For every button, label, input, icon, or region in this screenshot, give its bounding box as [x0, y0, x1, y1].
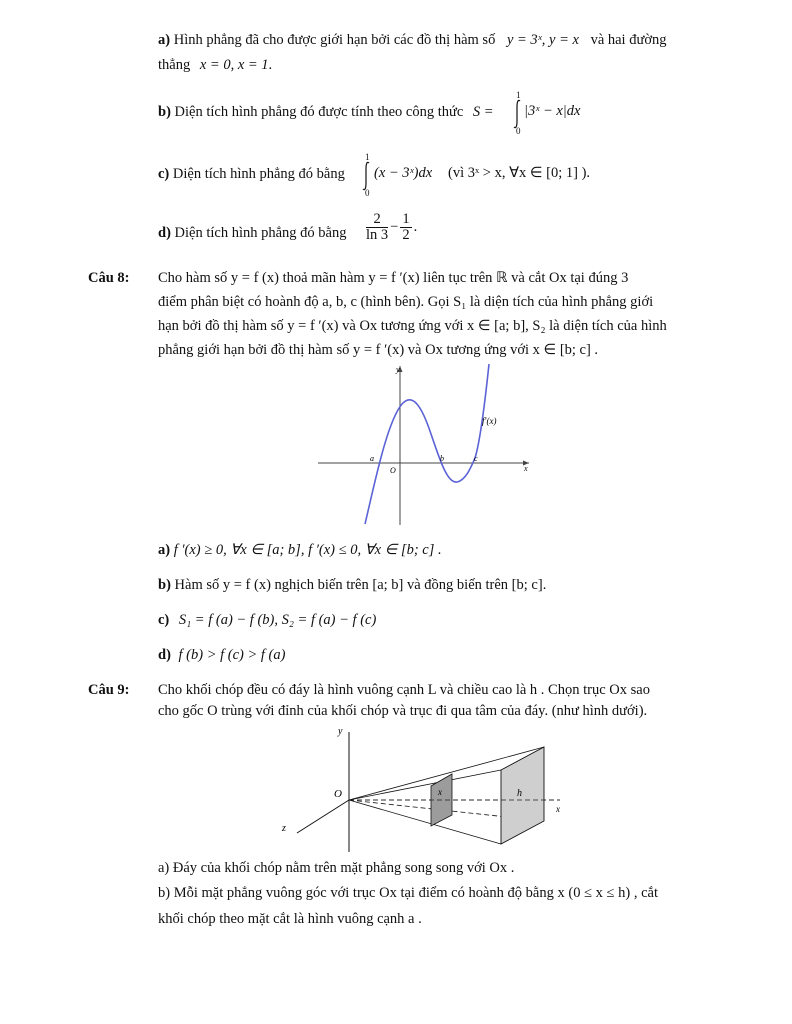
graph-label-x: x — [524, 464, 528, 473]
q8-d-text: f (b) > f (c) > f (a) — [178, 647, 286, 663]
fig-label-o: O — [334, 788, 342, 800]
question-8-line2: điểm phân biệt có hoành độ a, b, c (hình bên). Gọi S₁ là diện tích của hình phẳng giới — [158, 294, 654, 310]
item-a-text2: thẳng — [158, 57, 191, 73]
question-8-line1: Cho hàm số y = f (x) thoả mãn hàm y = f ′(x) liên tục trên ℝ và cắt Ox tại đúng 3 — [158, 270, 629, 286]
item-b-label: b) — [158, 104, 171, 120]
question-9-option-a: a) Đáy của khối chóp nằm trên mặt phẳng song song với Ox . — [158, 860, 515, 876]
item-c-label: c) — [158, 166, 170, 182]
q8-a-label: a) — [158, 542, 171, 558]
q8-b-label: b) — [158, 577, 171, 593]
question-8-option-a — [158, 541, 442, 559]
fig-label-z: z — [282, 823, 286, 834]
item-c-integral — [362, 152, 622, 198]
item-a-formula: y = 3ˣ, y = x — [506, 32, 579, 48]
frac2-num: 1 — [402, 211, 410, 227]
graph-curve-label: f′(x) — [482, 416, 497, 426]
fraction-1-2 — [400, 212, 411, 243]
frac1-num: 2 — [366, 212, 388, 228]
question-8-line3: hạn bởi đồ thị hàm số y = f ′(x) và Ox tương ứng với x ∈ [a; b], S₂ là diện tích của hình — [158, 318, 667, 334]
item-c-text: Diện tích hình phẳng đó bằng — [172, 166, 345, 182]
fraction-2-ln3 — [366, 212, 388, 243]
item-a-period: . — [268, 57, 273, 73]
edge-bottom-front — [349, 800, 501, 844]
item-a-label: a) — [158, 32, 171, 48]
item-c-lower: 0 — [365, 188, 370, 198]
question-8-label: Câu 8: — [88, 270, 130, 286]
graph-label-c: c — [474, 454, 478, 463]
item-c-note: (vì 3ˣ > x, ∀x ∈ [0; 1] ). — [448, 165, 591, 181]
question-8-option-b — [158, 576, 546, 594]
item-b-integral — [513, 90, 593, 136]
fig-label-y: y — [338, 726, 343, 737]
item-c-integrand: (x − 3ˣ)dx — [374, 165, 433, 181]
item-d-line — [158, 224, 347, 242]
item-a-text-tail: và hai đường — [590, 32, 667, 48]
item-b-lower: 0 — [516, 126, 521, 136]
frac1-den: ln 3 — [366, 227, 389, 243]
question-9-option-b-line2: khối chóp theo mặt cắt là hình vuông cạnh a . — [158, 911, 422, 927]
item-a-text: Hình phẳng đã cho được giới hạn bởi các đồ thị hàm số — [173, 32, 496, 48]
fig-label-x-axis: x — [556, 804, 560, 814]
q8-a-text: f ′(x) ≥ 0, ∀x ∈ [a; b], f ′(x) ≤ 0, ∀x ∈ [b; c] . — [173, 542, 442, 558]
graph-label-o: O — [390, 466, 396, 475]
item-d-formula — [364, 212, 417, 243]
item-d-label: d) — [158, 225, 171, 241]
question-8-line4: phẳng giới hạn bởi đồ thị hàm số y = f ′(x) và Ox tương ứng với x ∈ [b; c] . — [158, 342, 599, 358]
item-b-line — [158, 103, 494, 121]
item-c-line — [158, 165, 345, 183]
fig-z-axis — [297, 800, 349, 833]
question-9-option-b-line1: b) Mỗi mặt phẳng vuông góc với trục Ox tại điểm có hoành độ bằng x (0 ≤ x ≤ h) , cắt — [158, 885, 658, 901]
edge-top-front — [349, 770, 501, 800]
item-d-text: Diện tích hình phẳng đó bằng — [174, 225, 347, 241]
q8-c-label: c) — [158, 612, 170, 628]
graph-label-b: b — [440, 454, 444, 463]
item-a-formula2: x = 0, x = 1 — [199, 57, 269, 73]
pyramid-base — [501, 747, 544, 844]
derivative-graph — [315, 362, 545, 527]
graph-curve — [365, 364, 489, 524]
q8-b-text: Hàm số y = f (x) nghịch biến trên [a; b] và đồng biến trên [b; c] — [174, 577, 543, 593]
q8-c-text: S₁ = f (a) − f (b), S₂ = f (a) − f (c) — [178, 612, 377, 628]
q8-d-label: d) — [158, 647, 171, 663]
q8-b-period: . — [542, 577, 547, 593]
question-8-option-c — [158, 611, 376, 629]
question-8-option-d — [158, 646, 285, 664]
integral-sign — [362, 161, 372, 191]
integral-sign — [513, 99, 523, 129]
minus-sign: − — [390, 219, 399, 235]
question-9-line1: Cho khối chóp đều có đáy là hình vuông cạnh L và chiều cao là h . Chọn trục Ox sao — [158, 682, 650, 698]
item-b-integrand: |3ˣ − x|dx — [524, 103, 581, 119]
question-9-label: Câu 9: — [88, 682, 130, 698]
pyramid-figure — [275, 724, 585, 854]
graph-label-y: y — [396, 365, 400, 374]
item-d-period: . — [413, 219, 418, 235]
fig-label-section-x: x — [438, 787, 442, 797]
item-a-line1 — [158, 31, 667, 49]
question-9-line2: cho gốc O trùng với đỉnh của khối chóp và trục đi qua tâm của đáy. (như hình dưới). — [158, 703, 648, 719]
item-b-upper: 1 — [516, 90, 521, 100]
item-b-text: Diện tích hình phẳng đó được tính theo công thức — [174, 104, 464, 120]
item-b-formula-lhs: S = — [472, 104, 494, 120]
graph-label-a: a — [370, 454, 374, 463]
item-a-line2 — [158, 56, 272, 74]
fig-label-h: h — [517, 788, 522, 799]
frac2-den: 2 — [402, 227, 410, 243]
item-c-upper: 1 — [365, 152, 370, 162]
